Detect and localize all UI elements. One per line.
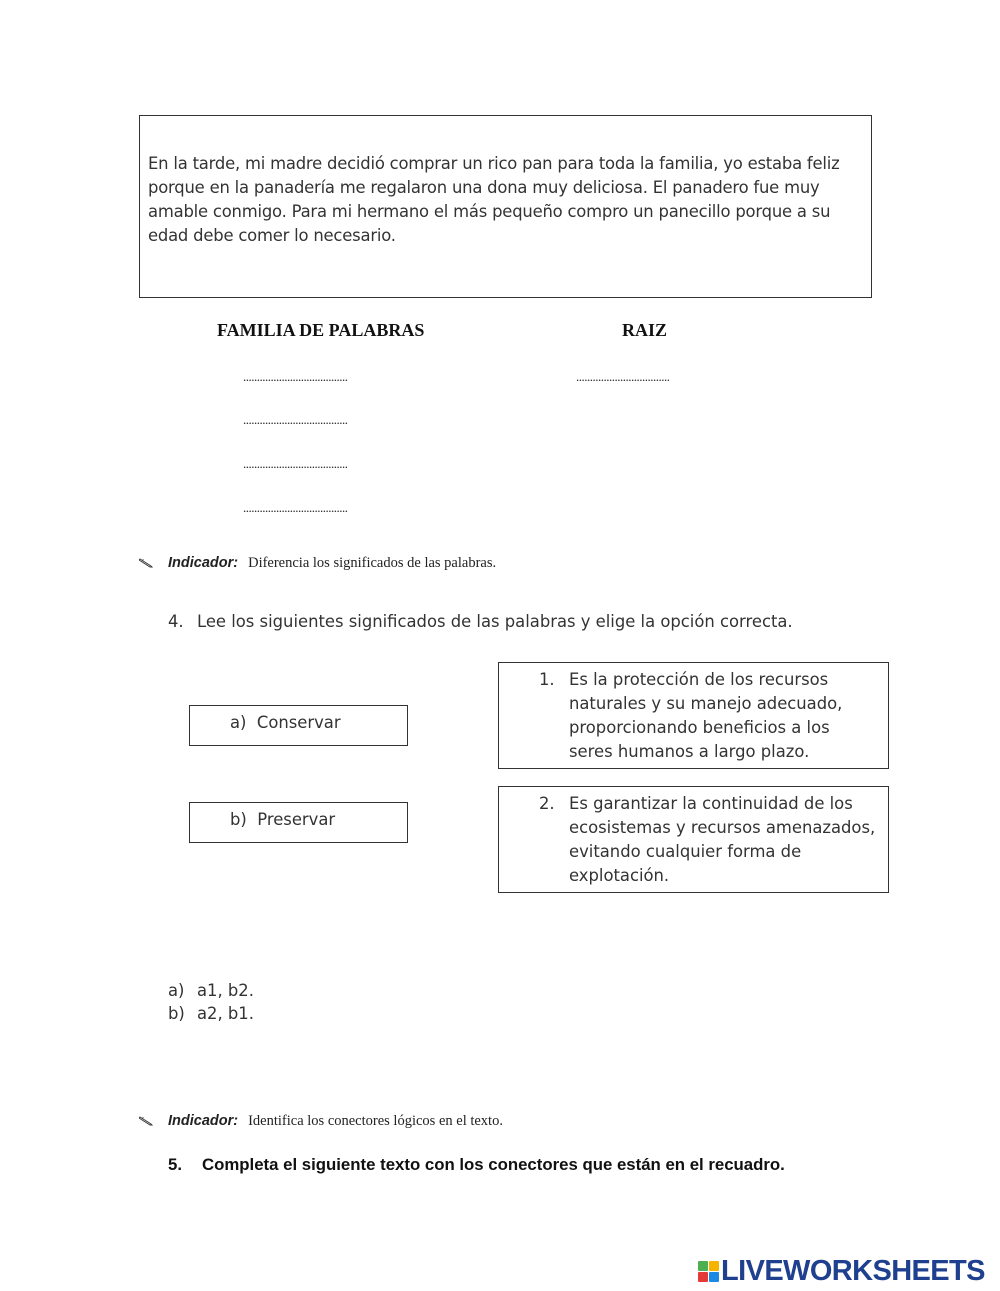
definition-number: 1. (539, 670, 555, 689)
answer-text: a2, b1. (197, 1004, 254, 1023)
answer-letter: b) (168, 1004, 185, 1023)
logo-wordmark: LIVEWORKSHEETS (721, 1255, 985, 1287)
answer-letter: a) (168, 981, 185, 1000)
definition-text: Es garantizar la continuidad de los ecosistemas y recursos amenazados, evitando cualquier forma de explotación. (569, 794, 876, 885)
word-label: Conservar (256, 713, 341, 732)
word-letter: b) (230, 810, 247, 829)
word-box-preservar[interactable] (189, 802, 408, 843)
pencil-icon (139, 558, 153, 568)
story-box (139, 115, 872, 298)
heading-word-family: FAMILIA DE PALABRAS (217, 320, 425, 340)
indicator-row-2 (139, 1113, 503, 1130)
question-text: Completa el siguiente texto con los conectores que están en el recuadro. (202, 1155, 785, 1174)
answer-option-b[interactable] (168, 1002, 254, 1025)
logo-block (709, 1272, 719, 1282)
definition-text: Es la protección de los recursos naturales y su manejo adecuado, proporcionando beneficios a los seres humanos a largo plazo. (569, 670, 843, 761)
logo-blocks-icon (698, 1261, 719, 1282)
family-blank-1[interactable]: ...................................... (243, 369, 348, 384)
word-letter: a) (230, 713, 247, 732)
family-blank-3[interactable]: ...................................... (243, 456, 348, 471)
heading-root: RAIZ (622, 320, 668, 340)
logo-block (698, 1272, 708, 1282)
story-text: En la tarde, mi madre decidió comprar un rico pan para toda la familia, yo estaba feliz porque en la panadería me regalaron una dona muy deliciosa. El panadero fue muy amable conmigo. Para mi hermano el más pequeño compro un panecillo porque a su edad debe comer lo necesario. (148, 154, 840, 245)
question-5 (168, 1155, 785, 1175)
indicator-text: Diferencia los significados de las palabras. (248, 555, 497, 571)
logo-block (709, 1261, 719, 1271)
definition-box-2[interactable] (498, 786, 889, 893)
indicator-row-1 (139, 555, 496, 572)
indicator-label: Indicador: (168, 555, 239, 571)
word-box-conservar[interactable] (189, 705, 408, 746)
pencil-icon (139, 1116, 153, 1126)
word-label: Preservar (257, 810, 336, 829)
indicator-text: Identifica los conectores lógicos en el texto. (248, 1113, 503, 1129)
definition-box-1[interactable] (498, 662, 889, 769)
liveworksheets-logo (698, 1257, 985, 1285)
family-blank-4[interactable]: ...................................... (243, 500, 348, 515)
logo-block (698, 1261, 708, 1271)
question-number: 5. (168, 1155, 182, 1174)
family-blank-2[interactable]: ...................................... (243, 412, 348, 427)
definition-number: 2. (539, 794, 555, 813)
question-number: 4. (168, 612, 184, 631)
root-blank[interactable]: .................................. (576, 369, 670, 384)
indicator-label: Indicador: (168, 1113, 239, 1129)
question-4 (168, 612, 793, 631)
answer-option-a[interactable] (168, 979, 254, 1002)
answer-text: a1, b2. (197, 981, 254, 1000)
question-text: Lee los siguientes significados de las palabras y elige la opción correcta. (197, 612, 793, 631)
